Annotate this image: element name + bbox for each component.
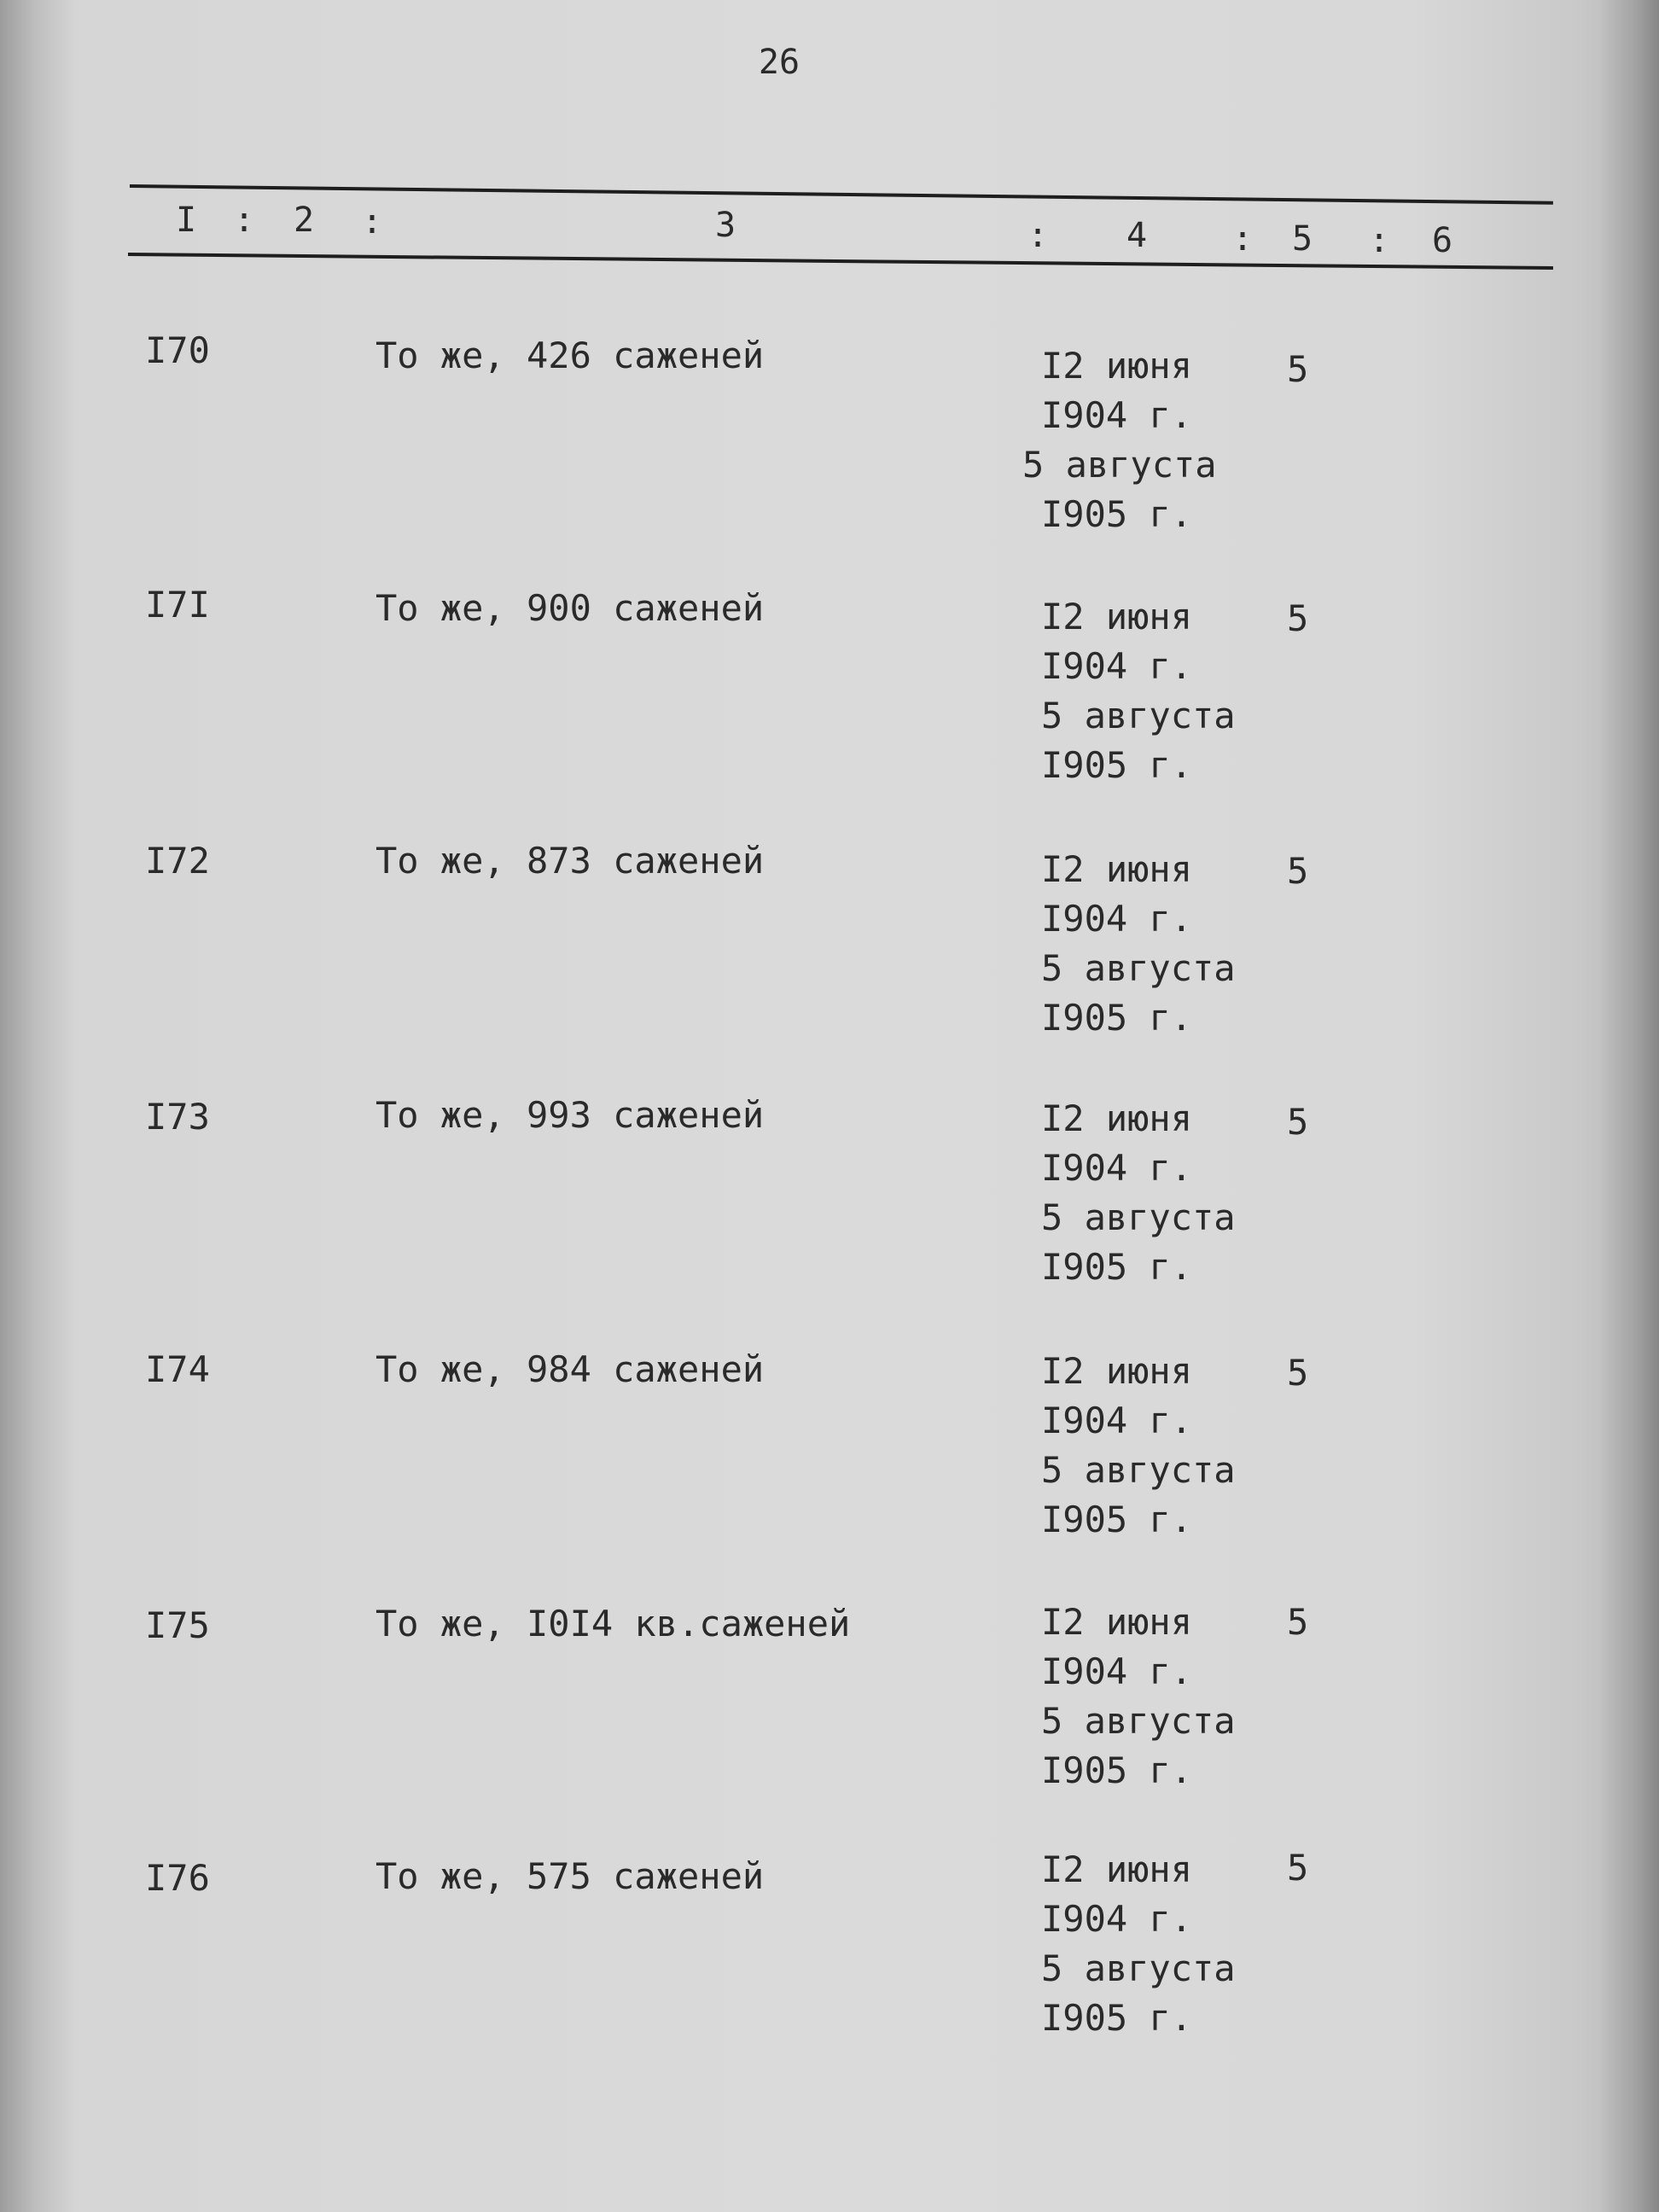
row-description: То же, I0I4 кв.саженей	[375, 1603, 851, 1644]
date-line: I2 июня	[1041, 1097, 1193, 1139]
row-col5-value: 5	[1287, 1352, 1309, 1394]
header-separator: :	[1232, 219, 1254, 259]
row-number: I73	[145, 1096, 210, 1138]
date-line: I905 г.	[1041, 493, 1193, 535]
row-description: То же, 993 саженей	[375, 1094, 765, 1136]
date-line: I905 г.	[1041, 1749, 1193, 1791]
row-description: То же, 575 саженей	[375, 1855, 765, 1897]
date-line: I905 г.	[1041, 1246, 1193, 1288]
date-line: 5 августа	[1041, 1700, 1236, 1742]
header-col-1: I	[176, 201, 197, 240]
row-number: I70	[145, 329, 210, 371]
date-line: I904 г.	[1041, 1898, 1193, 1940]
date-line: I905 г.	[1041, 1499, 1193, 1540]
date-line: I2 июня	[1041, 848, 1193, 890]
date-line: 5 августа	[1041, 1449, 1236, 1491]
row-col5-value: 5	[1287, 850, 1309, 892]
row-col5-value: 5	[1287, 1601, 1309, 1643]
date-line: 5 августа	[1041, 1947, 1236, 1989]
header-col-2: 2	[294, 201, 315, 240]
row-date-range	[1041, 592, 1236, 790]
row-date-range	[1022, 341, 1217, 539]
header-separator: :	[1369, 221, 1390, 260]
date-line: I904 г.	[1041, 1650, 1193, 1692]
row-number: I76	[145, 1857, 210, 1899]
header-separator: :	[234, 201, 255, 240]
row-col5-value: 5	[1287, 1847, 1309, 1889]
table-top-rule	[130, 184, 1553, 205]
row-date-range	[1041, 1845, 1236, 2043]
date-line: I905 г.	[1041, 1997, 1193, 2039]
date-line: I904 г.	[1041, 645, 1193, 687]
date-line: I905 г.	[1041, 997, 1193, 1039]
date-line: 5 августа	[1022, 444, 1217, 486]
row-date-range	[1041, 1094, 1236, 1292]
row-number: I74	[145, 1348, 210, 1390]
header-separator: :	[362, 202, 383, 242]
date-line: I904 г.	[1041, 898, 1193, 940]
date-line: I2 июня	[1041, 1601, 1193, 1643]
header-col-6: 6	[1432, 221, 1453, 260]
page-number: 26	[758, 43, 800, 82]
date-line: I2 июня	[1041, 345, 1193, 387]
header-separator: :	[1027, 216, 1049, 255]
header-col-5: 5	[1292, 219, 1313, 259]
row-col5-value: 5	[1287, 1101, 1309, 1143]
date-line: I2 июня	[1041, 1848, 1193, 1890]
page-edge-shadow	[1599, 0, 1659, 2212]
row-col5-value: 5	[1287, 597, 1309, 639]
row-date-range	[1041, 1598, 1236, 1796]
date-line: 5 августа	[1041, 695, 1236, 736]
row-number: I75	[145, 1604, 210, 1646]
row-description: То же, 900 саженей	[375, 587, 765, 629]
row-date-range	[1041, 1347, 1236, 1545]
date-line: I904 г.	[1041, 394, 1193, 436]
date-line: I904 г.	[1041, 1400, 1193, 1441]
table-header-bottom-rule	[128, 253, 1553, 270]
row-description: То же, 873 саженей	[375, 840, 765, 882]
header-col-4: 4	[1126, 216, 1148, 255]
date-line: I905 г.	[1041, 744, 1193, 786]
row-description: То же, 984 саженей	[375, 1348, 765, 1390]
date-line: I904 г.	[1041, 1147, 1193, 1189]
row-date-range	[1041, 845, 1236, 1043]
header-col-3: 3	[715, 206, 736, 245]
date-line: I2 июня	[1041, 1350, 1193, 1392]
date-line: 5 августа	[1041, 1196, 1236, 1238]
row-col5-value: 5	[1287, 348, 1309, 390]
row-number: I7I	[145, 584, 210, 626]
date-line: 5 августа	[1041, 947, 1236, 989]
date-line: I2 июня	[1041, 596, 1193, 637]
row-number: I72	[145, 840, 210, 882]
row-description: То же, 426 саженей	[375, 335, 765, 376]
